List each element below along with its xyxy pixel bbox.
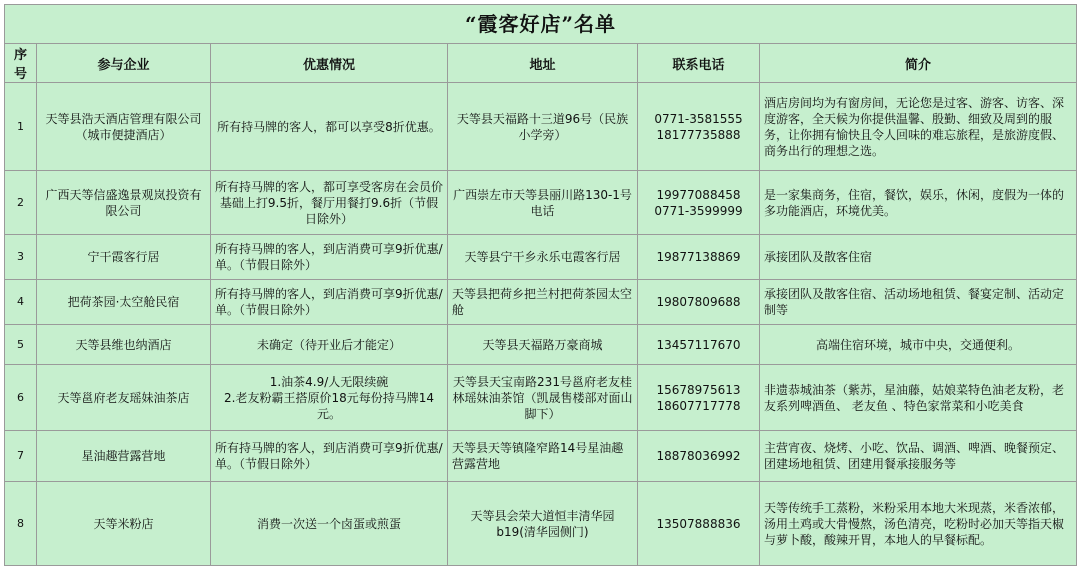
- intro-text: 承接团队及散客住宿: [760, 235, 1077, 280]
- intro-text: 天等传统手工蒸粉，米粉采用本地大米现蒸，米香浓郁，汤用土鸡或大骨慢熬，汤色清亮，吃粉时必加天等指天椒与萝卜酸，酸辣开胃，本地人的早餐标配。: [760, 482, 1077, 566]
- phone-number: 18607717778: [656, 398, 741, 413]
- company-name: 天等米粉店: [37, 482, 211, 566]
- row-no: 2: [5, 171, 37, 235]
- company-name: 星油趣营露营地: [37, 431, 211, 482]
- phone-cell: [638, 325, 760, 365]
- phone-cell: [638, 482, 760, 566]
- intro-text: 非遗恭城油茶（紫苏，星油藤，姑娘菜特色油老友粉，老友系列啤酒鱼、 老友鱼 、特色家常菜和小吃美食: [760, 365, 1077, 431]
- company-name: 天等邕府老友瑶妹油茶店: [37, 365, 211, 431]
- intro-text: 酒店房间均为有窗房间，无论您是过客、游客、访客、深度游客，全天候为你提供温馨、殷勤、细致及周到的服务，让你拥有愉快且令人回味的难忘旅程，是旅游度假、商务出行的理想之选。: [760, 83, 1077, 171]
- company-name: 宁干霞客行居: [37, 235, 211, 280]
- header-company: 参与企业: [37, 44, 211, 83]
- table-row: [5, 325, 1077, 365]
- address-text: 天等县天宝南路231号邕府老友桂林瑶妹油茶馆（凯晟售楼部对面山脚下）: [448, 365, 638, 431]
- phone-cell: [638, 365, 760, 431]
- offer-text: [211, 365, 448, 431]
- table-row: [5, 171, 1077, 235]
- phone-number: 0771-3581555: [654, 111, 743, 126]
- address-text: 天等县天等镇隆窄路14号星油趣营露营地: [448, 431, 638, 482]
- store-list-sheet: [4, 4, 1076, 566]
- table-row: [5, 235, 1077, 280]
- address-text: 天等县会荣大道恒丰清华园b19(清华园侧门): [448, 482, 638, 566]
- address-text: 广西崇左市天等县丽川路130-1号电话: [448, 171, 638, 235]
- table-row: [5, 482, 1077, 566]
- phone-number: 15678975613: [656, 382, 741, 397]
- address-text: 天等县把荷乡把兰村把荷茶园太空舱: [448, 280, 638, 325]
- address-text: 天等县天福路万豪商城: [448, 325, 638, 365]
- phone-number: 13457117670: [656, 337, 741, 352]
- phone-number: 18177735888: [656, 127, 741, 142]
- offer-line: 1.油茶4.9/人无限续碗: [269, 374, 389, 389]
- phone-cell: [638, 431, 760, 482]
- offer-text: 所有持马牌的客人，都可享受客房在会员价基础上打9.5折，餐厅用餐打9.6折（节假日除外）: [211, 171, 448, 235]
- header-address: 地址: [448, 44, 638, 83]
- table-row: [5, 280, 1077, 325]
- company-name: 把荷茶园·太空舱民宿: [37, 280, 211, 325]
- row-no: 4: [5, 280, 37, 325]
- offer-text: 所有持马牌的客人，到店消费可享9折优惠/单。（节假日除外）: [211, 431, 448, 482]
- offer-line: 2.老友粉霸王搭原价18元每份持马牌14元。: [224, 390, 434, 421]
- offer-text: 未确定（待开业后才能定）: [211, 325, 448, 365]
- phone-number: 0771-3599999: [654, 203, 743, 218]
- sheet-title: “霞客好店”名单: [5, 5, 1077, 44]
- phone-number: 19807809688: [656, 295, 741, 309]
- phone-cell: [638, 171, 760, 235]
- company-name: 广西天等信盛逸景观岚投资有限公司: [37, 171, 211, 235]
- offer-text: 所有持马牌的客人，到店消费可享9折优惠/单。（节假日除外）: [211, 235, 448, 280]
- header-row: [5, 44, 1077, 83]
- phone-cell: [638, 280, 760, 325]
- phone-cell: [638, 235, 760, 280]
- offer-text: 消费一次送一个卤蛋或煎蛋: [211, 482, 448, 566]
- row-no: 1: [5, 83, 37, 171]
- row-no: 3: [5, 235, 37, 280]
- company-name: 天等县浩天酒店管理有限公司（城市便捷酒店）: [37, 83, 211, 171]
- store-table: [4, 4, 1077, 566]
- offer-text: 所有持马牌的客人，都可以享受8折优惠。: [211, 83, 448, 171]
- phone-number: 19977088458: [656, 187, 741, 202]
- header-phone: 联系电话: [638, 44, 760, 83]
- address-text: 天等县天福路十三道96号（民族小学旁）: [448, 83, 638, 171]
- row-no: 6: [5, 365, 37, 431]
- row-no: 7: [5, 431, 37, 482]
- offer-text: 所有持马牌的客人，到店消费可享9折优惠/单。（节假日除外）: [211, 280, 448, 325]
- phone-number: 19877138869: [656, 250, 741, 264]
- table-row: [5, 365, 1077, 431]
- row-no: 8: [5, 482, 37, 566]
- table-row: [5, 431, 1077, 482]
- table-row: [5, 83, 1077, 171]
- phone-cell: [638, 83, 760, 171]
- header-offer: 优惠情况: [211, 44, 448, 83]
- phone-number: 18878036992: [656, 449, 741, 463]
- row-no: 5: [5, 325, 37, 365]
- address-text: 天等县宁干乡永乐屯霞客行居: [448, 235, 638, 280]
- intro-text: 承接团队及散客住宿、活动场地租赁、餐宴定制、活动定制等: [760, 280, 1077, 325]
- header-intro: 简介: [760, 44, 1077, 83]
- header-no: 序号: [5, 44, 37, 83]
- intro-text: 高端住宿环境，城市中央，交通便利。: [760, 325, 1077, 365]
- phone-number: 13507888836: [656, 516, 741, 531]
- intro-text: 主营宵夜、烧烤、小吃、饮品、调酒、啤酒、晚餐预定、团建场地租赁、团建用餐承接服务等: [760, 431, 1077, 482]
- intro-text: 是一家集商务，住宿，餐饮，娱乐，休闲，度假为一体的多功能酒店，环境优美。: [760, 171, 1077, 235]
- company-name: 天等县维也纳酒店: [37, 325, 211, 365]
